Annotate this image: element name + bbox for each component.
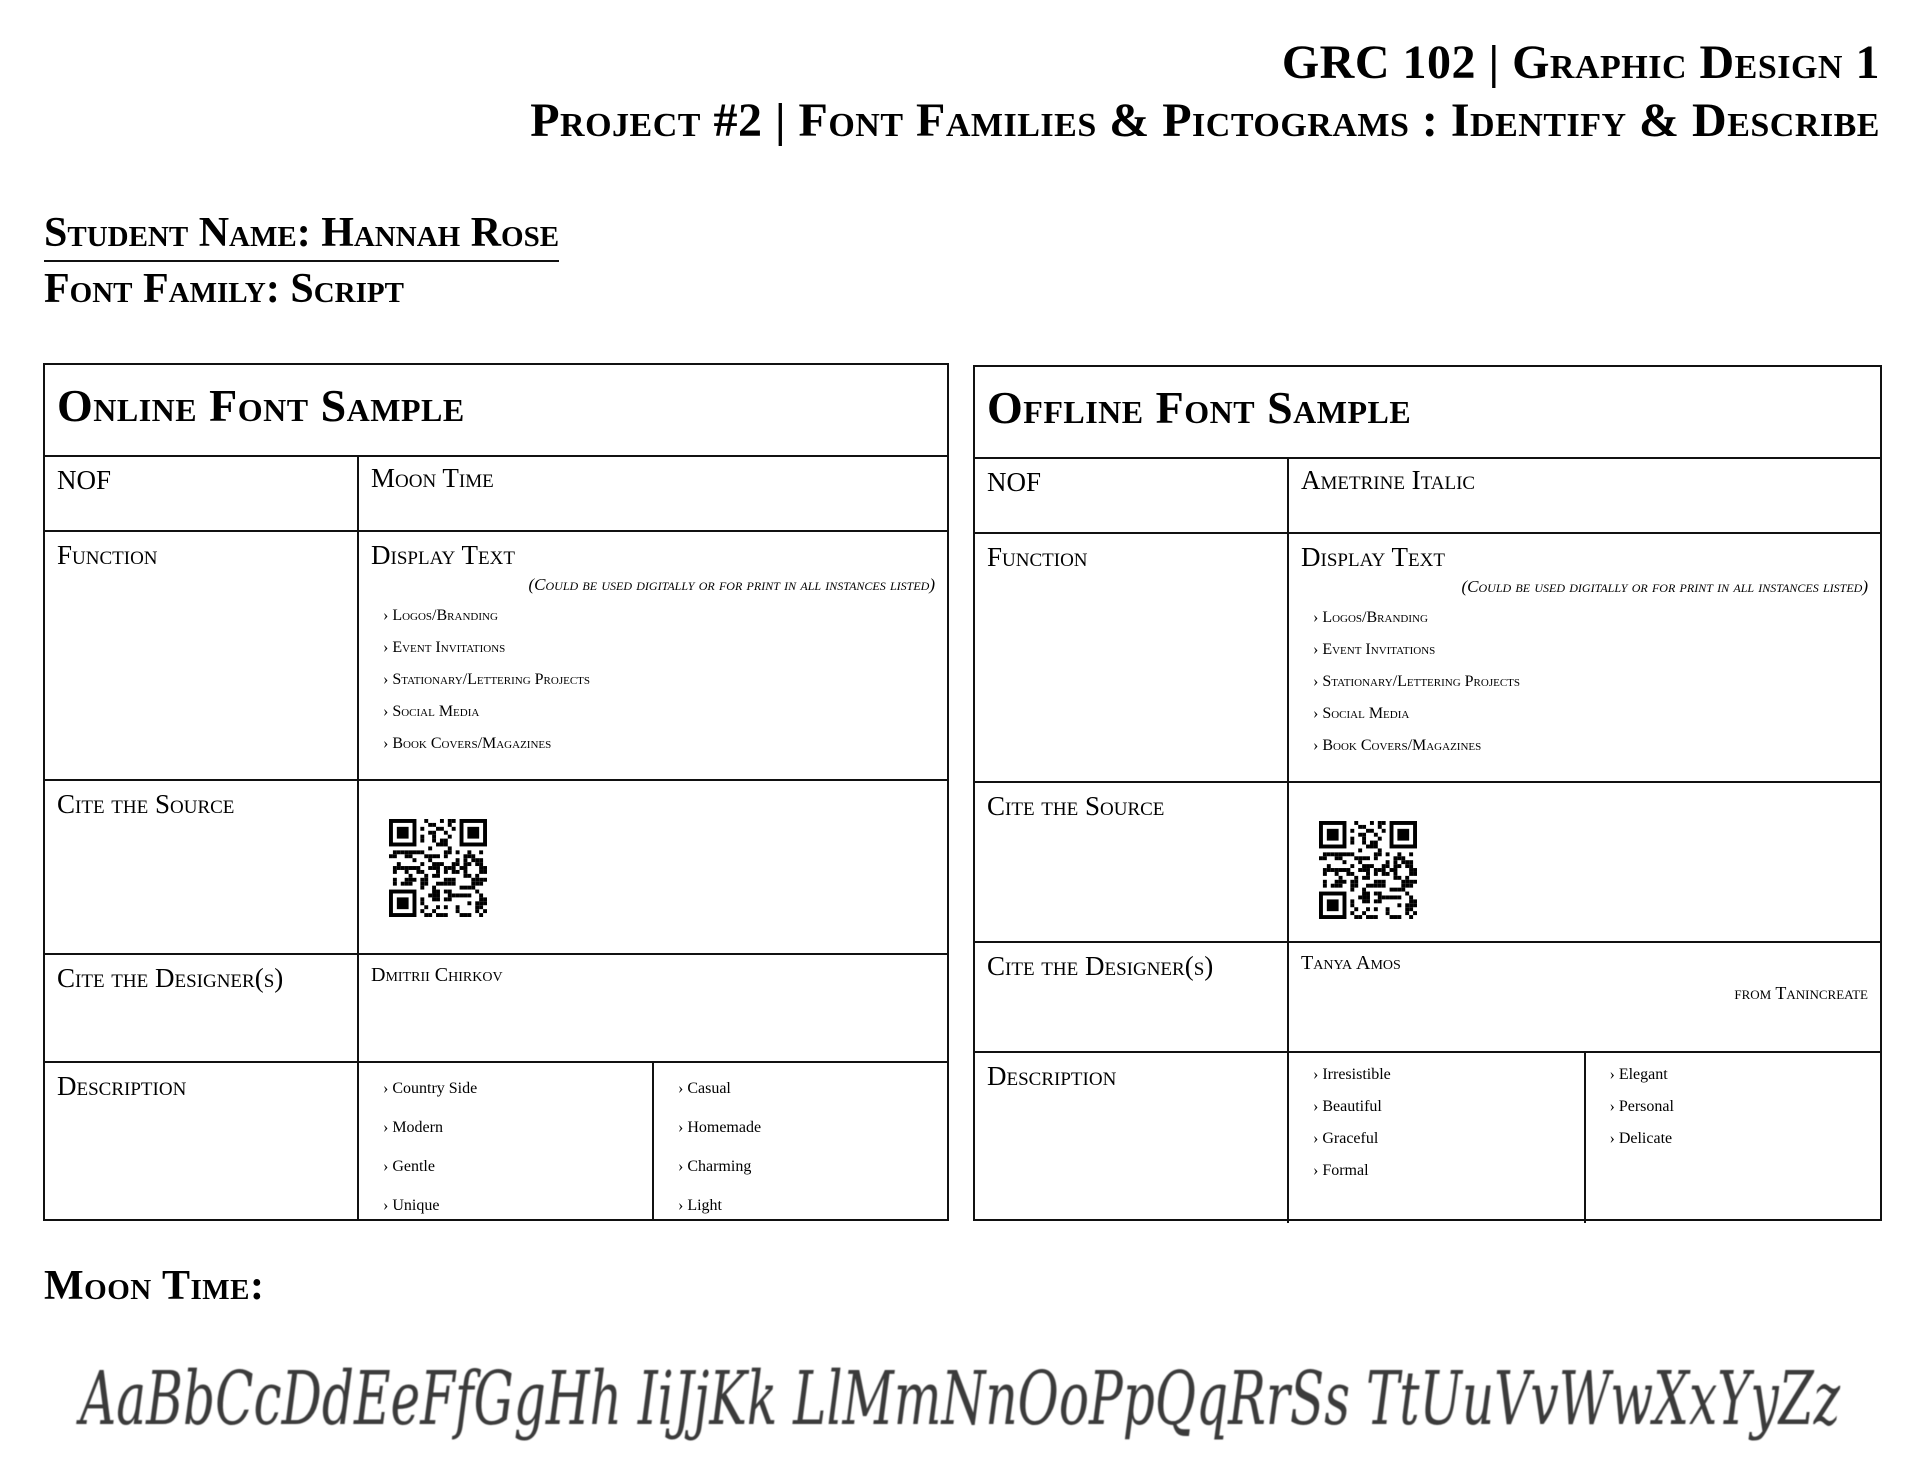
sample-heading: Moon Time: [44, 1263, 265, 1309]
nof-label: NOF [45, 457, 359, 530]
function-label: Function [45, 532, 359, 779]
source-label: Cite the Source [45, 781, 359, 953]
student-name: Student Name: Hannah Rose [44, 206, 559, 262]
offline-font-card [973, 365, 1882, 1221]
list-item: › Book Covers/Magazines [383, 735, 552, 752]
script-alphabet-sample [40, 1336, 1880, 1456]
list-item: › Logos/Branding [1313, 609, 1428, 626]
source-cell [359, 781, 947, 953]
nof-label: NOF [975, 459, 1289, 532]
qr-code-icon[interactable] [389, 819, 487, 917]
alphabet-text: AaBbCcDdEeFfGgHh IiJjKk LlMmNnOoPpQqRrSs TtUuVvWwXxYyZz [75, 1356, 1841, 1442]
list-item: › Casual [678, 1080, 731, 1097]
function-row [45, 532, 947, 781]
source-label: Cite the Source [975, 783, 1289, 941]
list-item: › Book Covers/Magazines [1313, 737, 1482, 754]
designer-value: Dmitrii Chirkov [371, 964, 503, 986]
list-item: › Delicate [1609, 1130, 1673, 1147]
list-item: › Stationary/Lettering Projects [1313, 673, 1521, 690]
designer-studio: from Tanincreate [1734, 983, 1868, 1003]
designer-cell [1289, 943, 1880, 1051]
list-item: › Elegant [1609, 1066, 1668, 1083]
list-item: › Event Invitations [1313, 641, 1436, 658]
nof-row [975, 459, 1880, 534]
description-row [975, 1053, 1880, 1223]
online-font-card [43, 363, 949, 1221]
list-item: › Country Side [383, 1080, 478, 1097]
list-item: › Modern [383, 1119, 443, 1136]
function-row [975, 534, 1880, 783]
list-item: › Logos/Branding [383, 607, 498, 624]
function-label: Function [975, 534, 1289, 781]
function-value: Display Text [371, 540, 515, 570]
card-title: Offline Font Sample [975, 367, 1880, 459]
designer-label: Cite the Designer(s) [45, 955, 359, 1061]
description-label: Description [975, 1053, 1289, 1223]
list-item: › Formal [1313, 1162, 1369, 1179]
list-item: › Social Media [383, 703, 480, 720]
description-col-2 [1586, 1053, 1881, 1223]
list-item: › Social Media [1313, 705, 1410, 722]
page-header [530, 34, 1880, 150]
course-title: GRC 102 | Graphic Design 1 [1281, 36, 1880, 89]
function-cell [1289, 534, 1880, 781]
description-cell [359, 1063, 947, 1221]
qr-code-icon[interactable] [1319, 821, 1417, 919]
card-title: Online Font Sample [45, 365, 947, 457]
list-item: › Gentle [383, 1158, 435, 1175]
description-cell [1289, 1053, 1880, 1223]
function-value: Display Text [1301, 542, 1445, 572]
source-cell [1289, 783, 1880, 941]
description-col-2 [654, 1063, 947, 1221]
list-item: › Unique [383, 1197, 440, 1214]
description-col-1 [359, 1063, 654, 1221]
list-item: › Homemade [678, 1119, 762, 1136]
source-row [975, 783, 1880, 943]
designer-row [45, 955, 947, 1063]
description-row [45, 1063, 947, 1221]
description-col-1 [1289, 1053, 1586, 1223]
description-label: Description [45, 1063, 359, 1221]
source-row [45, 781, 947, 955]
function-cell [359, 532, 947, 779]
function-note: (Could be used digitally or for print in all instances listed) [1461, 577, 1868, 596]
designer-value: Tanya Amos [1301, 952, 1401, 974]
designer-label: Cite the Designer(s) [975, 943, 1289, 1051]
list-item: › Light [678, 1197, 722, 1214]
use-list [1301, 602, 1868, 762]
function-note: (Could be used digitally or for print in all instances listed) [528, 575, 935, 594]
nof-value: Ametrine Italic [1301, 465, 1476, 495]
designer-row [975, 943, 1880, 1053]
list-item: › Stationary/Lettering Projects [383, 671, 591, 688]
nof-value: Moon Time [371, 463, 494, 493]
list-item: › Personal [1609, 1098, 1674, 1115]
nof-row [45, 457, 947, 532]
project-title: Project #2 | Font Families & Pictograms : Identify & Describe [530, 94, 1880, 147]
list-item: › Event Invitations [383, 639, 506, 656]
use-list [371, 600, 935, 760]
list-item: › Charming [678, 1158, 752, 1175]
font-family: Font Family: Script [44, 266, 404, 312]
student-info [44, 206, 559, 316]
list-item: › Irresistible [1313, 1066, 1391, 1083]
list-item: › Graceful [1313, 1130, 1379, 1147]
list-item: › Beautiful [1313, 1098, 1382, 1115]
